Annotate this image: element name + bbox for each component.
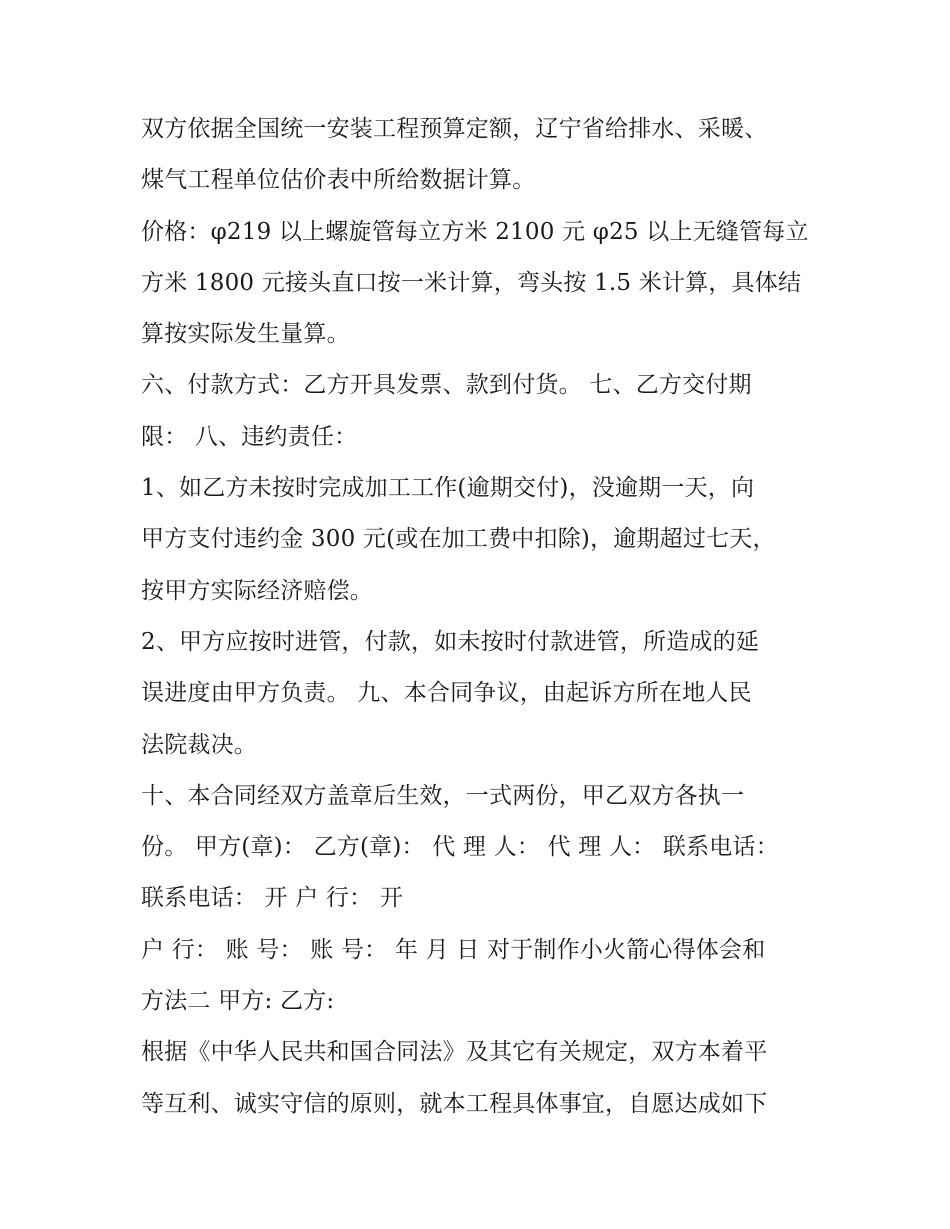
text-line-1: 双方依据全国统一安装工程预算定额，辽宁省给排水、采暖、 (141, 116, 768, 142)
text-line-20: 等互利、诚实守信的原则，就本工程具体事宜，自愿达成如下 (141, 1090, 768, 1117)
text-line-6: 六、付款方式：乙方开具发票、款到付货。 七、乙方交付期 (141, 372, 752, 399)
text-line-5: 算按实际发生量算。 (141, 321, 350, 348)
text-line-13: 法院裁决。 (141, 731, 257, 758)
text-line-17: 户 行： 账 号： 账 号： 年 月 日 对于制作小火箭心得体会和 (141, 936, 766, 963)
text-line-19: 根据《中华人民共和国合同法》及其它有关规定，双方本着平 (141, 1039, 768, 1066)
text-line-18: 方法二 甲方: 乙方: (141, 988, 335, 1015)
text-line-11: 2、甲方应按时进管，付款，如未按时付款进管，所造成的延 (141, 628, 760, 655)
text-line-7: 限： 八、违约责任： (141, 423, 358, 450)
text-line-3: 价格：φ219 以上螺旋管每立方米 2100 元 φ25 以上无缝管每立 (141, 218, 809, 245)
text-line-8: 1、如乙方未按时完成加工工作(逾期交付)，没逾期一天，向 (141, 475, 755, 502)
text-line-14: 十、本合同经双方盖章后生效，一式两份，甲乙双方各执一 (141, 782, 745, 809)
text-line-2: 煤气工程单位估价表中所给数据计算。 (141, 167, 536, 194)
text-line-15: 份。 甲方(章)： 乙方(章)： 代 理 人： 代 理 人： 联系电话： (141, 834, 779, 861)
document-page (141, 104, 841, 1130)
text-line-4: 方米 1800 元接头直口按一米计算，弯头按 1.5 米计算，具体结 (141, 269, 802, 296)
text-line-12: 误进度由甲方负责。 九、本合同争议，由起诉方所在地人民 (141, 680, 752, 707)
text-line-9: 甲方支付违约金 300 元(或在加工费中扣除)，逾期超过七天， (141, 526, 776, 553)
text-line-16: 联系电话： 开 户 行： 开 (141, 885, 404, 912)
text-line-10: 按甲方实际经济赔偿。 (141, 577, 373, 604)
